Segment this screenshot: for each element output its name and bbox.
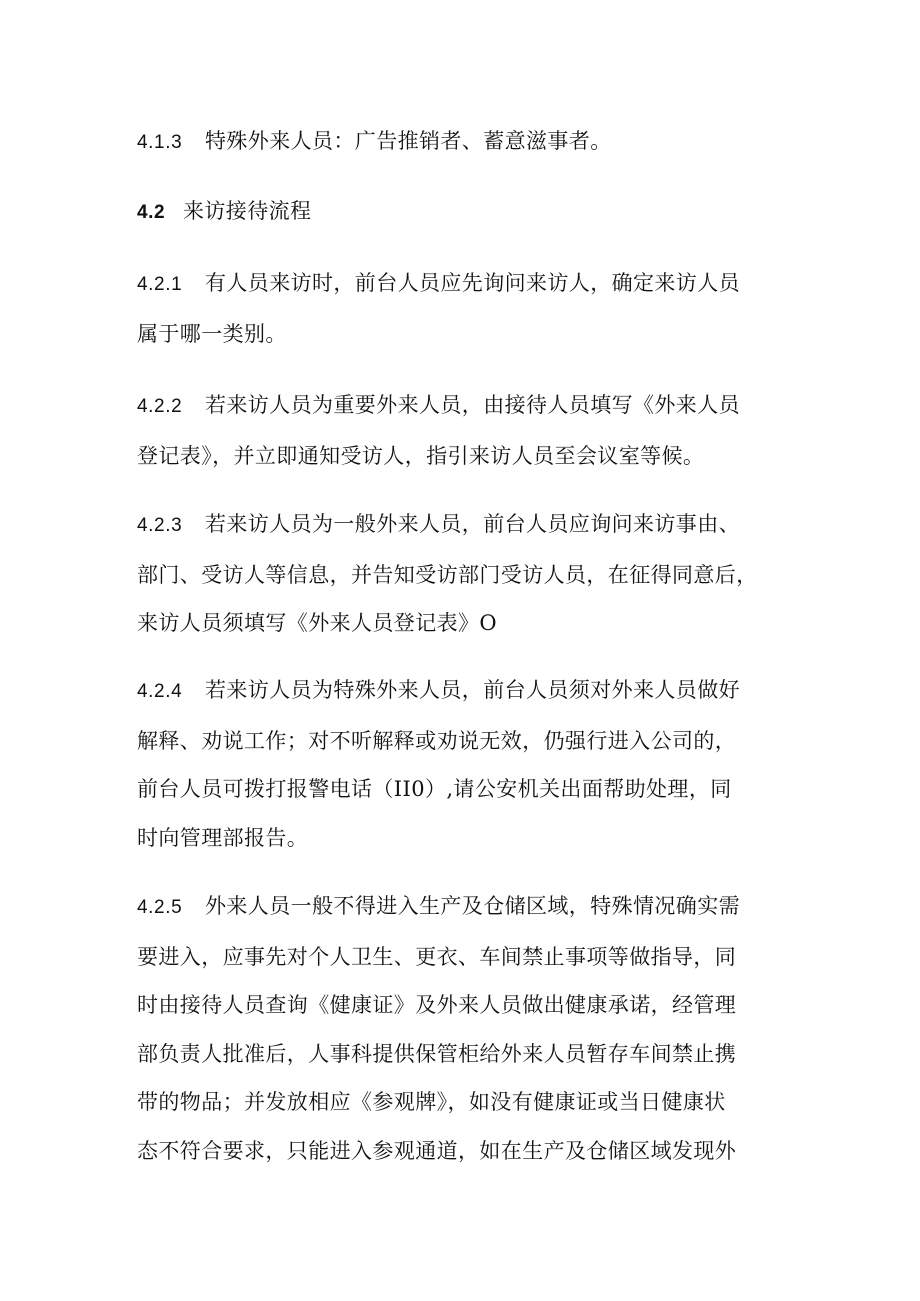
section-title: 来访接待流程 <box>183 199 312 223</box>
section-heading-4-2 <box>137 187 787 238</box>
clause-4-1-3 <box>137 117 787 168</box>
clause-number: 4.2.3 <box>137 515 183 536</box>
clause-line: 时由接待人员查询《健康证》及外来人员做出健康承诺，经管理 <box>137 993 737 1017</box>
clause-line <box>137 666 787 717</box>
clause-number: 4.2.5 <box>137 897 183 918</box>
clause-number: 4.2.2 <box>137 396 183 417</box>
clause-4-2-3 <box>137 500 787 648</box>
clause-line <box>137 500 787 551</box>
clause-text: 有人员来访时，前台人员应先询问来访人，确定来访人员 <box>205 271 740 295</box>
clause-line <box>137 259 787 310</box>
clause-line <box>137 381 787 432</box>
clause-number: 4.1.3 <box>137 132 183 153</box>
clause-line: 时向管理部报告。 <box>137 825 309 850</box>
clause-4-2-2 <box>137 381 787 480</box>
clause-line: 部负责人批准后，人事科提供保管柜给外来人员暂存车间禁止携 <box>137 1041 737 1066</box>
clause-4-2-1 <box>137 259 787 358</box>
clause-number: 4.2.4 <box>137 681 183 702</box>
clause-line: 带的物品；并发放相应《参观牌》，如没有健康证或当日健康状 <box>137 1090 726 1114</box>
clause-4-2-5 <box>137 882 787 1175</box>
clause-line <box>137 187 787 238</box>
clause-text: 特殊外来人员：广告推销者、蓄意滋事者。 <box>205 129 612 153</box>
clause-line: 态不符合要求，只能进入参观通道，如在生产及仓储区域发现外 <box>137 1138 737 1163</box>
clause-line: 登记表》，并立即通知受访人，指引来访人员至会议室等候。 <box>137 443 705 468</box>
clause-line <box>137 117 787 168</box>
clause-text: 外来人员一般不得进入生产及仓储区域，特殊情况确实需 <box>205 894 740 918</box>
clause-4-2-4 <box>137 666 787 862</box>
clause-text: 若来访人员为一般外来人员，前台人员应询问来访事由、 <box>205 512 740 536</box>
clause-line: 来访人员须填写《外来人员登记表》O <box>137 611 498 635</box>
clause-text: 若来访人员为重要外来人员，由接待人员填写《外来人员 <box>205 393 740 417</box>
clause-line: 部门、受访人等信息，并告知受访部门受访人员，在征得同意后， <box>137 562 758 587</box>
clause-line <box>137 882 787 933</box>
clause-line: 要进入，应事先对个人卫生、更衣、车间禁止事项等做指导，同 <box>137 944 737 969</box>
section-number: 4.2 <box>137 202 166 223</box>
clause-number: 4.2.1 <box>137 274 183 295</box>
clause-line: 前台人员可拨打报警电话（II0）,请公安机关出面帮助处理，同 <box>137 777 732 801</box>
clause-text: 若来访人员为特殊外来人员，前台人员须对外来人员做好 <box>205 678 740 702</box>
clause-line: 解释、劝说工作；对不听解释或劝说无效，仍强行进入公司的， <box>137 728 737 753</box>
clause-line: 属于哪一类别。 <box>137 321 287 346</box>
